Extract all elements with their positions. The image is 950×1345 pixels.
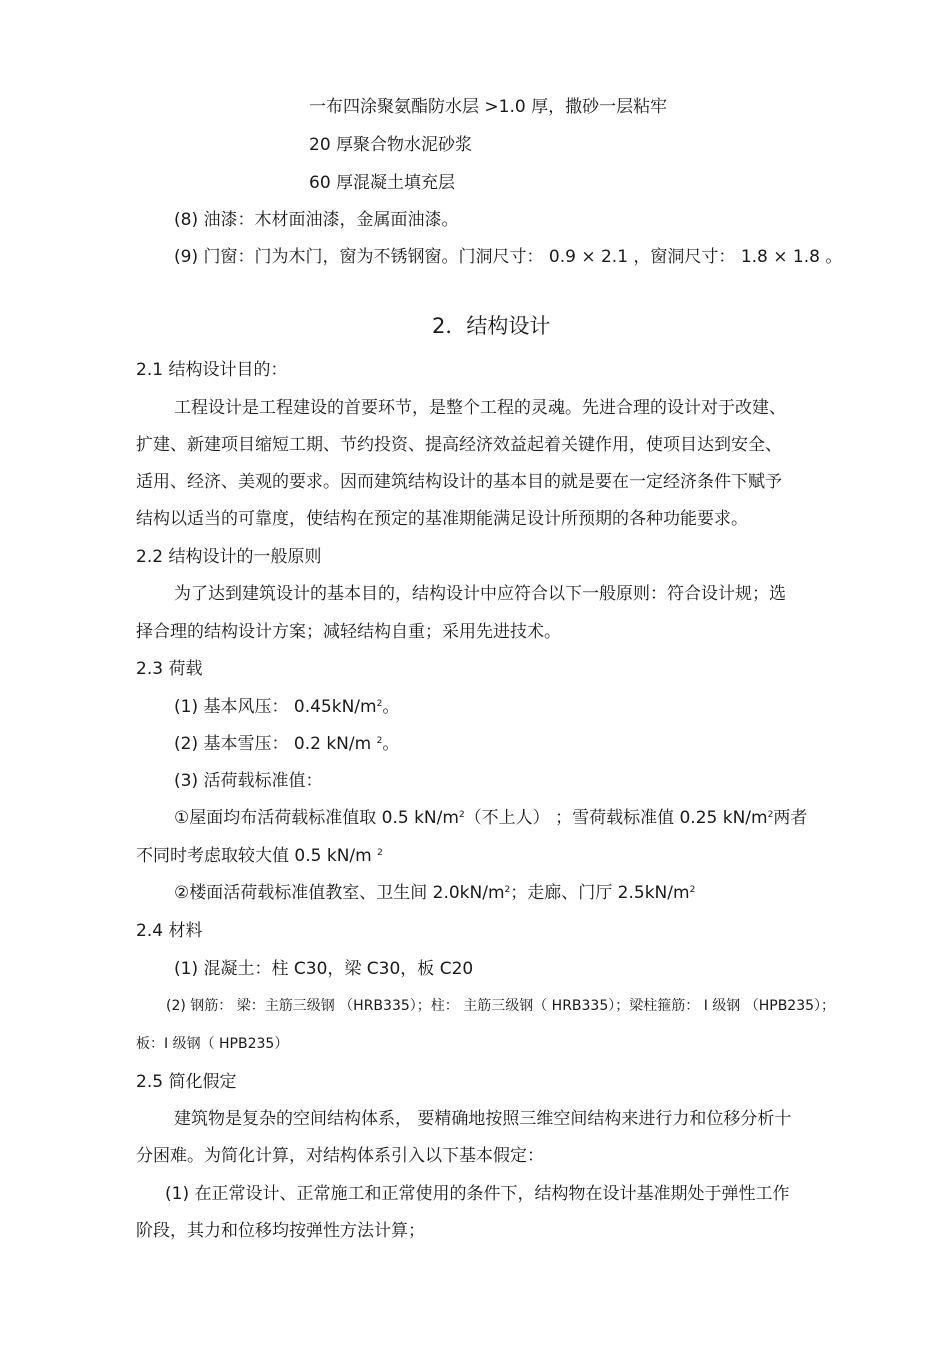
load-text: 不同时考虑取较大值 0.5 kN/m bbox=[136, 846, 378, 866]
load-text: 。 bbox=[382, 734, 400, 754]
load-text: (2) 基本雪压： 0.2 kN/m bbox=[174, 734, 377, 754]
load-item bbox=[174, 733, 399, 755]
text-line: (8) 油漆：木材面油漆，金属面油漆。 bbox=[174, 210, 459, 230]
load-item bbox=[136, 845, 383, 867]
superscript: 2 bbox=[689, 885, 696, 895]
section-title: 2．结构设计 bbox=[432, 314, 551, 338]
paragraph-line: 建筑物是复杂的空间结构体系， 要精确地按照三维空间结构来进行力和位移分析十 bbox=[174, 1109, 792, 1129]
subsection-heading: 2.3 荷载 bbox=[136, 659, 203, 679]
subsection-heading: 2.4 材料 bbox=[136, 921, 203, 941]
subsection-heading: 2.2 结构设计的一般原则 bbox=[136, 547, 322, 567]
superscript: 2 bbox=[376, 699, 383, 709]
paragraph-line: 择合理的结构设计方案；减轻结构自重；采用先进技术。 bbox=[136, 622, 561, 642]
paragraph-line: 为了达到建筑设计的基本目的，结构设计中应符合以下一般原则：符合设计规；选 bbox=[174, 584, 786, 604]
paragraph-line: 适用、经济、美观的要求。因而建筑结构设计的基本目的就是要在一定经济条件下赋予 bbox=[136, 472, 782, 492]
superscript: 2 bbox=[504, 885, 511, 895]
text-line: (9) 门窗：门为木门，窗为不锈钢窗。门洞尺寸： 0.9 × 2.1 ，窗洞尺寸： 1.8 × 1.8 。 bbox=[174, 247, 843, 267]
load-text: ①屋面均布活荷载标准值取 0.5 kN/m bbox=[174, 808, 459, 828]
load-text: (1) 基本风压： 0.45kN/m bbox=[174, 697, 377, 717]
load-text: （不上人） ；雪荷载标准值 0.25 kN/m bbox=[464, 808, 768, 828]
material-item: 板：Ⅰ 级钢（ HPB235） bbox=[136, 1036, 289, 1052]
material-item: (2) 钢筋： 梁：主筋三级钢 （HRB335）；柱： 主筋三级钢（ HRB335）；梁柱箍筋： Ⅰ 级钢 （HPB235）； bbox=[166, 998, 836, 1014]
paragraph-line: 工程设计是工程建设的首要环节，是整个工程的灵魂。先进合理的设计对于改建、 bbox=[174, 398, 786, 418]
load-text: ②楼面活荷载标准值教室、卫生间 2.0kN/m bbox=[174, 883, 505, 903]
paragraph-line: 扩建、新建项目缩短工期、节约投资、提高经济效益起着关键作用，使项目达到安全、 bbox=[136, 435, 782, 455]
load-item bbox=[174, 882, 695, 904]
paragraph-line: 分困难。为简化计算，对结构体系引入以下基本假定： bbox=[136, 1146, 544, 1166]
material-item: (1) 混凝土：柱 C30，梁 C30，板 C20 bbox=[174, 959, 474, 979]
paragraph-line: (1) 在正常设计、正常施工和正常使用的条件下，结构物在设计基准期处于弹性工作 bbox=[165, 1184, 790, 1204]
load-text: 。 bbox=[382, 697, 400, 717]
subsection-heading: 2.1 结构设计目的： bbox=[136, 360, 288, 380]
text-line: 20 厚聚合物水泥砂浆 bbox=[309, 135, 473, 155]
load-item: (3) 活荷载标准值： bbox=[174, 771, 323, 791]
superscript: 2 bbox=[767, 810, 774, 820]
load-text: 两者 bbox=[773, 808, 808, 828]
paragraph-line: 结构以适当的可靠度，使结构在预定的基准期能满足设计所预期的各种功能要求。 bbox=[136, 509, 748, 529]
paragraph-line: 阶段，其力和位移均按弹性方法计算； bbox=[136, 1221, 425, 1241]
load-text: ；走廊、门厅 2.5kN/m bbox=[510, 883, 690, 903]
subsection-heading: 2.5 简化假定 bbox=[136, 1072, 237, 1092]
text-line: 60 厚混凝土填充层 bbox=[309, 173, 456, 193]
text-line: 一布四涂聚氨酯防水层 >1.0 厚，撒砂一层粘牢 bbox=[309, 97, 668, 117]
superscript: 2 bbox=[377, 848, 383, 858]
load-item bbox=[174, 807, 807, 829]
superscript: 2 bbox=[458, 810, 465, 820]
superscript: 2 bbox=[376, 736, 383, 746]
load-item bbox=[174, 696, 399, 718]
